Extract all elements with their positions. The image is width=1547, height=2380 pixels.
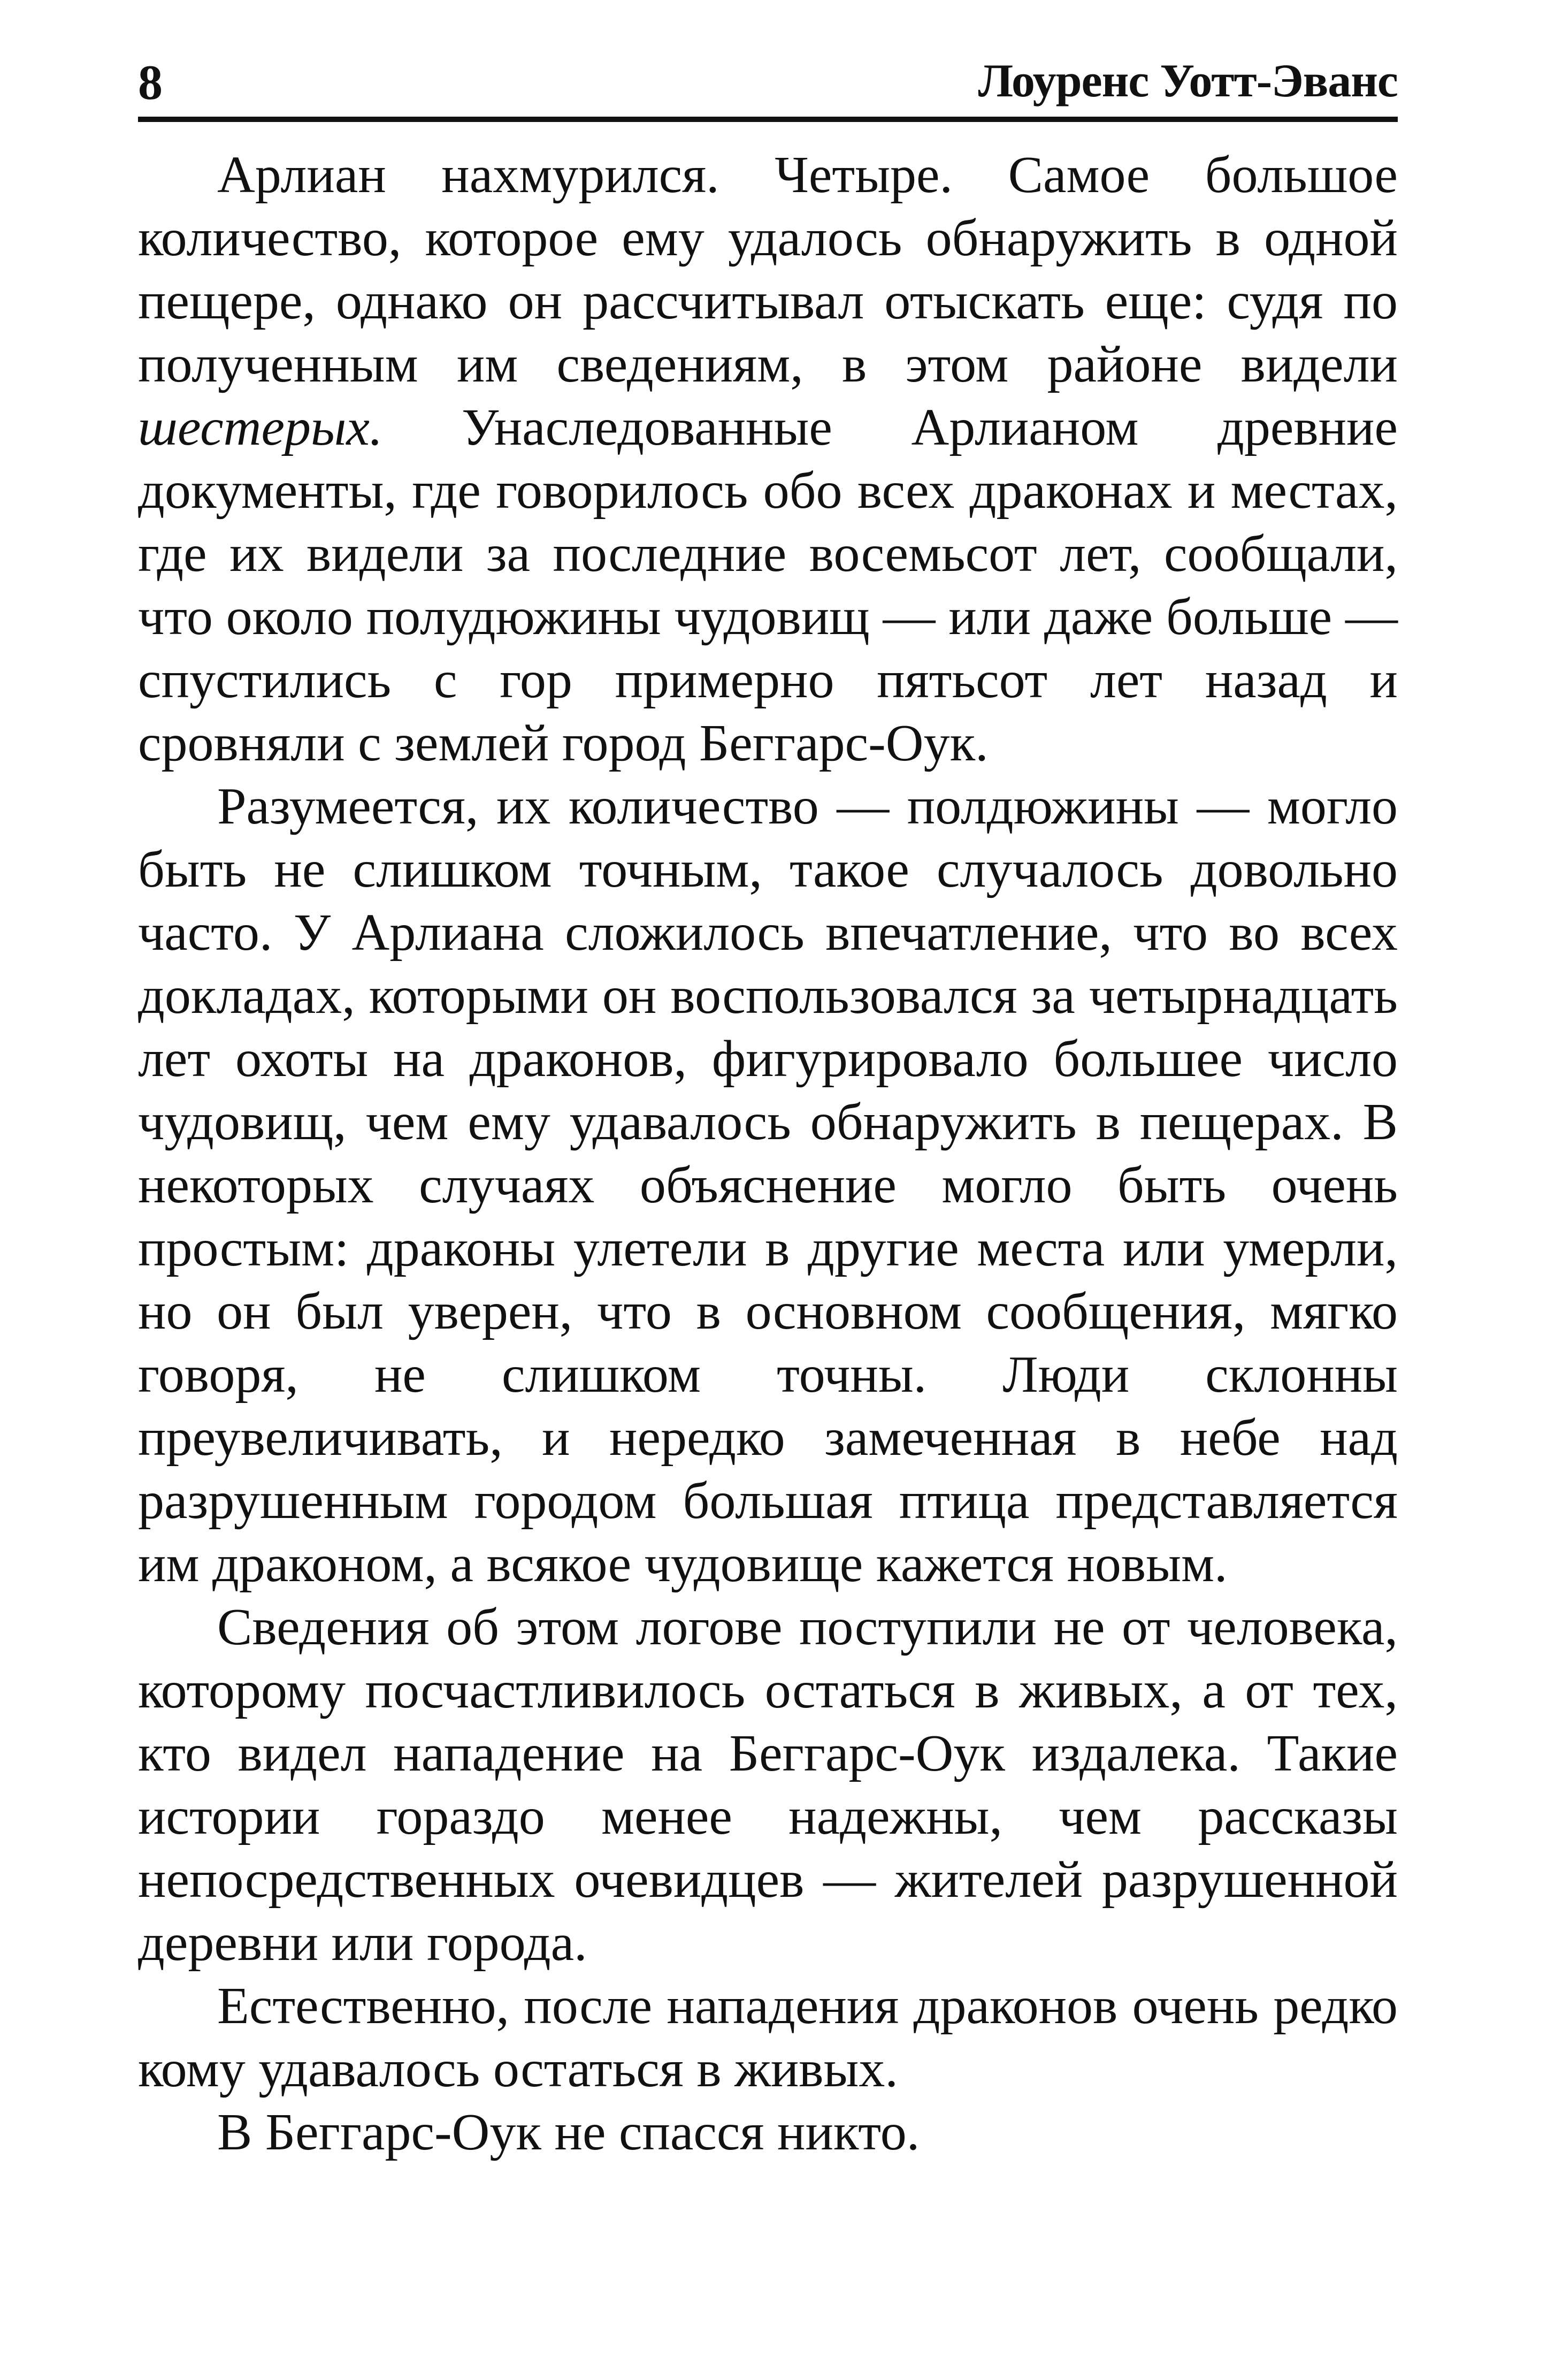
paragraph-2: Разумеется, их количество — полдюжины — могло быть не слишком точным, такое случалось довольно часто. У Арлиана сложилось впечатление, что во всех докладах, которыми он воспользовался за четырнадцать лет охоты на драконов, фигурировало большее число чудовищ, чем ему удавалось обнаружить в пещерах. В некоторых случаях объяснение могло быть очень простым: драконы улетели в другие места или умерли, но он был уверен, что в основном сообщения, мягко говоря, не слишком точны. Люди склонны преувеличивать, и нередко замеченная в небе над разрушенным городом большая птица представляется им драконом, а всякое чудовище кажется новым. <box>138 777 1398 1593</box>
paragraph-3: Сведения об этом логове поступили не от человека, которому посчастливилось остаться в живых, а от тех, кто видел нападение на Беггарс-Оук издалека. Такие истории гораздо менее надежны, чем рассказы непосредственных очевидцев — жителей разрушенной деревни или города. <box>138 1598 1398 1972</box>
book-page <box>138 54 1398 2164</box>
running-head-author: Лоуренс Уотт-Эванс <box>978 55 1398 107</box>
paragraph-4: Естественно, после нападения драконов очень редко кому удавалось остаться в живых. <box>138 1977 1398 2098</box>
paragraph-1-text-start: Арлиан нахмурился. Четыре. Самое большое количество, которое ему удалось обнаружить в одной пещере, однако он рассчитывал отыскать еще: судя по полученным им сведениям, в этом районе видели <box>138 146 1398 393</box>
paragraph-1-text-end: Унаследованные Арлианом древние документы, где говорилось обо всех драконах и местах, где их видели за последние восемьсот лет, сообщали, что около полудюжины чудовищ — или даже больше — спустились с гор примерно пятьсот лет назад и сровняли с землей город Беггарс-Оук. <box>138 399 1398 772</box>
page-number: 8 <box>138 55 163 110</box>
body-text <box>138 143 1398 2164</box>
paragraph-5: В Беггарс-Оук не спасся никто. <box>217 2103 920 2161</box>
emphasis-word: шестерых. <box>138 399 383 456</box>
page-header <box>138 54 1398 118</box>
header-rule <box>138 117 1398 122</box>
paragraph-1 <box>138 143 1398 775</box>
